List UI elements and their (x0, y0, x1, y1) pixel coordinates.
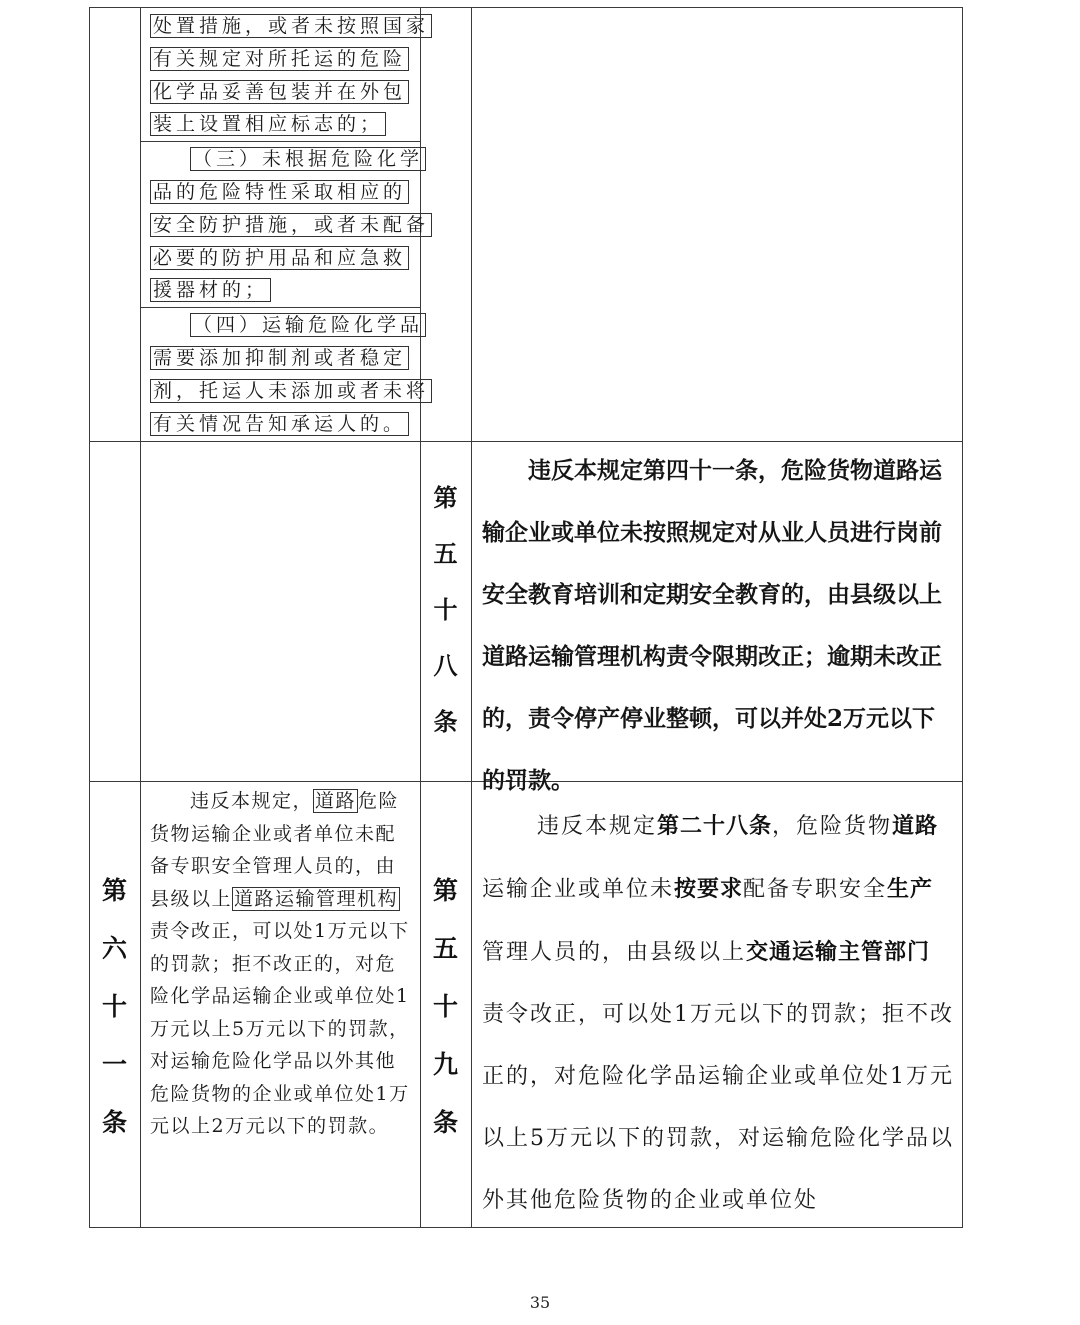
text-segment: 运输企业或单位未 (482, 877, 675, 902)
sub-border-4 (140, 307, 420, 308)
sub-border-3 (140, 141, 420, 142)
old-text-line: 安全防护措施，或者未配备 (150, 210, 432, 240)
col-border-5 (962, 7, 963, 1228)
article-number-58: 第 五 十 八 条 (433, 483, 458, 736)
table-bottom-border (89, 1227, 962, 1228)
old-text-line: 援器材的； (150, 275, 271, 305)
old-text-line: 处置措施，或者未按照国家 (150, 11, 432, 41)
article-number-59: 第 五 十 九 条 (432, 876, 458, 1137)
old-text-line: （四）运输危险化学品 (150, 310, 426, 340)
old-article-number-61: 第 六 十 一 条 (101, 876, 127, 1137)
amended-text: 生产 (887, 876, 934, 902)
col-border-4 (471, 7, 472, 1228)
old-text-line: 剂，托运人未添加或者未将 (150, 376, 432, 406)
amended-text: 交通运输主管部门 (746, 939, 931, 965)
old-text-line: 有关规定对所托运的危险 (150, 44, 409, 74)
amended-text: 按要求 (674, 876, 744, 902)
old-text-line: 品的危险特性采取相应的 (150, 177, 409, 207)
old-text-line: （三）未根据危险化学 (150, 144, 426, 174)
amended-text: 道路 (892, 813, 939, 839)
text-segment: 管理人员的，由县级以上 (482, 940, 747, 965)
old-text-line: 化学品妥善包装并在外包 (150, 77, 409, 107)
text-segment: 责令改正，可以处1万元以下的罚款；拒不改正的，对危险化学品运输企业或单位处1万元以上5万元以下的罚款，对运输危险化学品以外其他危险货物的企业或单位处 (482, 1002, 954, 1213)
old-text-line: 必要的防护用品和应急救 (150, 243, 409, 273)
article-58-text: 违反本规定第四十一条，危险货物道路运输企业或单位未按照规定对从业人员进行岗前安全教育培训和定期安全教育的，由县级以上道路运输管理机构责令限期改正；逾期未改正的，责令停产停业整顿，可以并处2万元以下的罚款。 (482, 457, 942, 794)
text-segment: 违反本规定 (537, 814, 658, 839)
deleted-text-box: 道路 (315, 790, 357, 812)
text-segment: 配备专职安全 (743, 877, 888, 902)
old-text-line: 装上设置相应标志的； (150, 109, 386, 139)
table-top-border (89, 7, 962, 8)
old-text-line: 有关情况告知承运人的。 (150, 409, 409, 439)
deleted-text-box: 道路运输管理机构 (234, 887, 399, 910)
old-text-line: 需要添加抑制剂或者稳定 (150, 343, 409, 373)
col-border-2 (140, 7, 141, 1228)
text-segment: ，危险货物 (772, 814, 893, 839)
old-article-61-text: 违反本规定， 道路 危险货物运输企业或者单位未配备专职安全管理人员的，由县级以上 道路运输管理机构责令改正，可以处1万元以下的罚款；拒不改正的，对危险化学品运输企业或单位处1万元以上5万元以下的罚款，对运输危险化学品以外其他危险货物的企业或单位处1万元以上2万元以下的罚款。 (150, 790, 410, 1137)
article-59-text (482, 795, 954, 1225)
page-number: 35 (529, 1293, 551, 1312)
amended-text: 第二十八条 (657, 813, 773, 839)
